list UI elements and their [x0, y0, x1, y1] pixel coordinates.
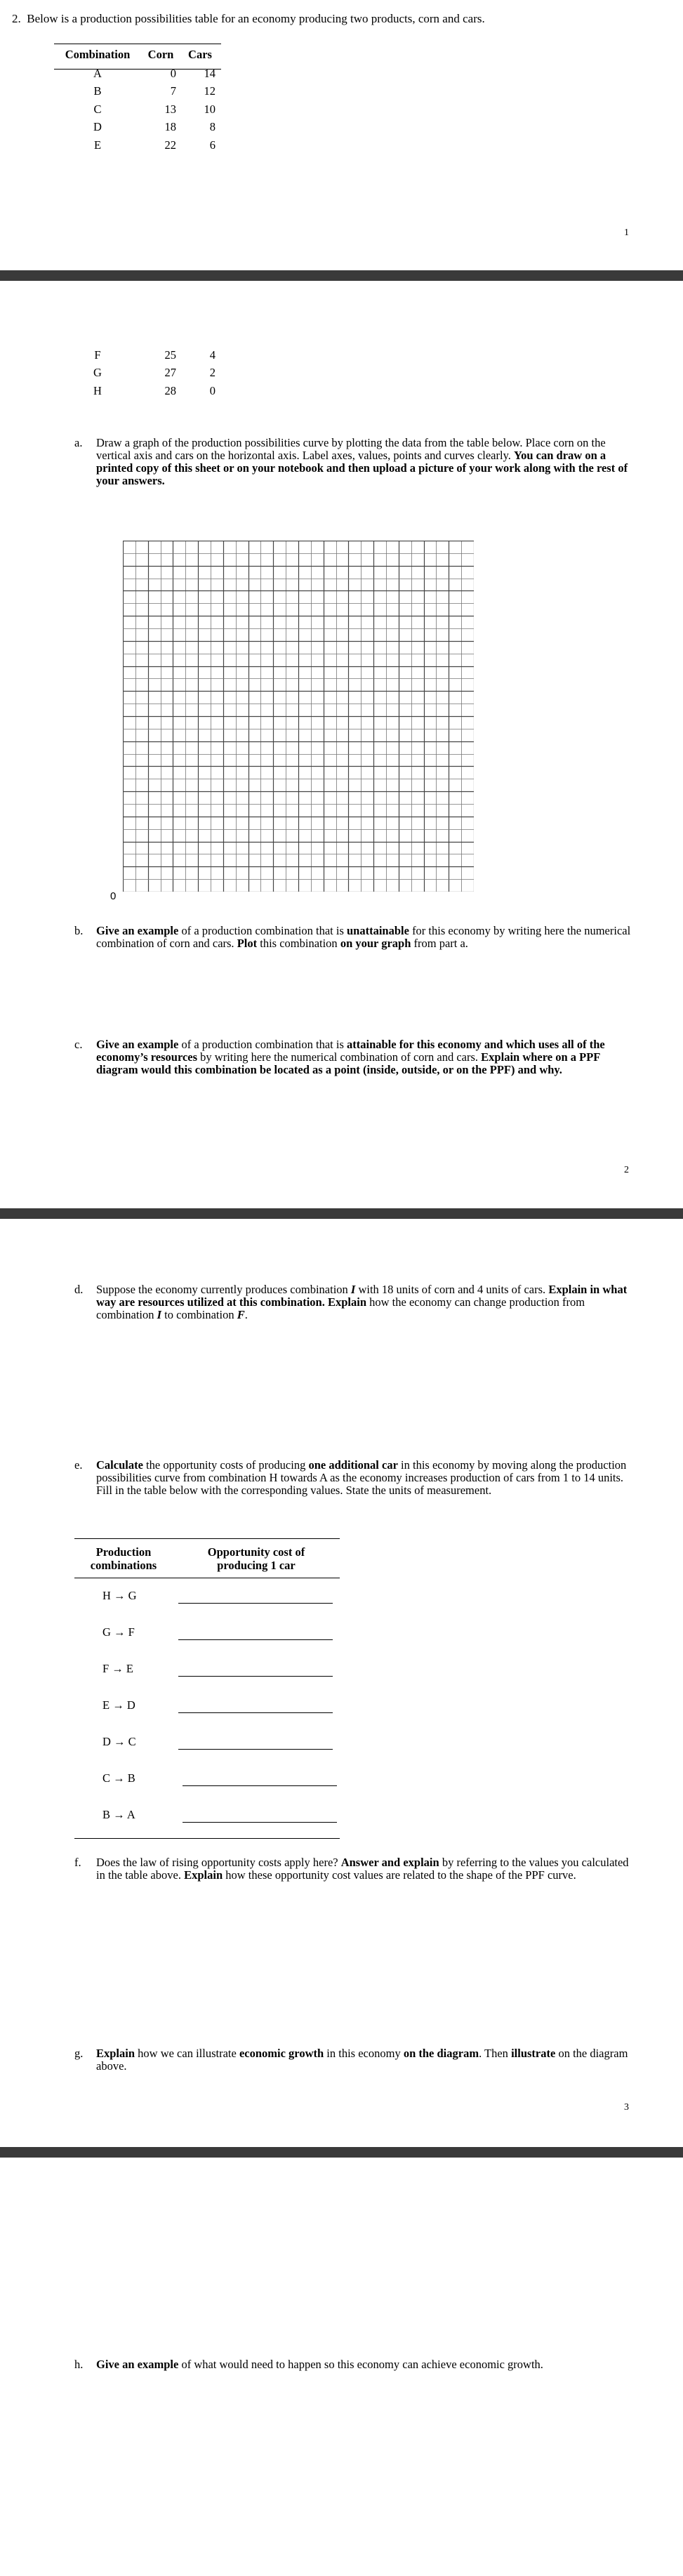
oc-row-label: G → F	[102, 1625, 135, 1639]
cell-cars: 6	[209, 138, 215, 152]
oc-row-label: H → G	[102, 1589, 137, 1602]
ppt-table-page1	[54, 44, 220, 154]
cell-corn: 0	[170, 66, 176, 80]
oc-answer-blank[interactable]	[183, 1785, 337, 1786]
page-divider-3	[0, 2147, 683, 2158]
oc-header-cost: Opportunity cost of producing 1 car	[207, 1545, 305, 1572]
oc-header-combinations: Production combinations	[90, 1545, 157, 1572]
cell-cars: 2	[209, 366, 215, 380]
cell-combination: D	[93, 120, 102, 134]
col-header-combination: Combination	[65, 48, 131, 61]
oc-answer-blank[interactable]	[183, 1822, 337, 1823]
oc-row-label: C → B	[102, 1771, 135, 1785]
part-g-label: g.	[74, 2047, 84, 2060]
cell-combination: H	[93, 383, 102, 397]
question-intro: 2. Below is a production possibilities table for an economy producing two products, corn and cars.	[12, 12, 485, 25]
cell-corn: 18	[164, 120, 176, 134]
part-d-label: d.	[74, 1283, 84, 1296]
cell-cars: 10	[204, 102, 215, 116]
cell-combination: F	[94, 348, 101, 362]
oc-answer-blank[interactable]	[178, 1712, 333, 1713]
part-h-text: Give an example of what would need to happen so this economy can achieve economic growth.	[96, 2358, 543, 2371]
page-number-2: 2	[624, 1165, 629, 1175]
table-row	[54, 100, 220, 119]
cell-combination: E	[93, 138, 102, 152]
oc-answer-blank[interactable]	[178, 1749, 333, 1750]
oc-row-label: D → C	[102, 1735, 136, 1748]
table-row	[54, 65, 220, 83]
oc-table-bottom-rule	[74, 1838, 340, 1839]
cell-corn: 25	[164, 348, 176, 362]
part-f-text: Does the law of rising opportunity costs apply here? Answer and explain by referring to the values you calculated in the table above. Explain how these opportunity cost values are related to the shape of the PPF curve.	[96, 1856, 629, 1882]
table-row	[54, 119, 220, 137]
part-c-label: c.	[74, 1038, 83, 1051]
cell-cars: 14	[204, 66, 215, 80]
oc-answer-blank[interactable]	[178, 1639, 333, 1640]
cell-cars: 0	[209, 383, 215, 397]
cell-combination: G	[93, 366, 102, 380]
col-header-corn: Corn	[147, 48, 174, 61]
table-row	[54, 364, 220, 383]
cell-corn: 7	[170, 84, 176, 98]
cell-corn: 13	[164, 102, 176, 116]
page-divider-1	[0, 270, 683, 281]
cell-corn: 28	[164, 383, 176, 397]
cell-combination: A	[93, 66, 102, 80]
part-a-label: a.	[74, 436, 83, 449]
part-h-label: h.	[74, 2358, 84, 2371]
oc-row-label: B → A	[102, 1808, 135, 1821]
cell-cars: 4	[209, 348, 215, 362]
part-b-text: Give an example of a production combination that is unattainable for this economy by writing here the numerical combination of corn and cars. Plot this combination on your graph from part a.	[96, 924, 631, 950]
cell-cars: 12	[204, 84, 215, 98]
part-e-label: e.	[74, 1458, 83, 1472]
cell-corn: 27	[164, 366, 176, 380]
col-header-cars: Cars	[188, 48, 212, 61]
oc-row-label: E → D	[102, 1698, 135, 1712]
ppf-graph-grid	[123, 541, 474, 895]
cell-combination: B	[93, 84, 102, 98]
oc-table-top-rule	[74, 1538, 340, 1539]
ppt-table-page2	[54, 346, 220, 400]
graph-paper	[123, 541, 474, 892]
oc-row-label: F → E	[102, 1662, 134, 1675]
part-b-label: b.	[74, 924, 84, 937]
page-number-3: 3	[624, 2102, 629, 2113]
part-d-text: Suppose the economy currently produces combination I with 18 units of corn and 4 units of cars. Explain in what way are resources utilized at this combination. Explain how the economy can change production from combination I to combination F.	[96, 1283, 628, 1321]
table-row	[54, 83, 220, 101]
cell-cars: 8	[209, 120, 215, 134]
origin-label: 0	[110, 890, 117, 902]
part-e-text: Calculate the opportunity costs of producing one additional car in this economy by moving along the production possibilities curve from combination H towards A as the economy increases production of cars from 1 to 14 units. Fill in the table below with the corresponding values. State the units of measurement.	[96, 1458, 627, 1497]
table-row	[54, 382, 220, 400]
table-row	[54, 346, 220, 364]
part-f-label: f.	[74, 1856, 81, 1869]
oc-answer-blank[interactable]	[178, 1603, 333, 1604]
page-divider-2	[0, 1208, 683, 1219]
cell-combination: C	[93, 102, 102, 116]
table-row	[54, 136, 220, 154]
page-number-1: 1	[624, 227, 629, 238]
part-a-text: Draw a graph of the production possibilities curve by plotting the data from the table below. Place corn on the vertical axis and cars on the horizontal axis. Label axes, values, points and curves clearly. You can draw on a printed copy of this sheet or on your notebook and then upload a picture of your work along with the rest of your answers.	[96, 436, 628, 487]
part-c-text: Give an example of a production combination that is attainable for this economy and which uses all of the economy’s resources by writing here the numerical combination of corn and cars. Explain where on a PPF diagram would this combination be located as a point (inside, outside, or on the PPF) and why.	[96, 1038, 605, 1076]
oc-answer-blank[interactable]	[178, 1676, 333, 1677]
cell-corn: 22	[164, 138, 176, 152]
part-g-text: Explain how we can illustrate economic growth in this economy on the diagram. Then illustrate on the diagram above.	[96, 2047, 628, 2073]
